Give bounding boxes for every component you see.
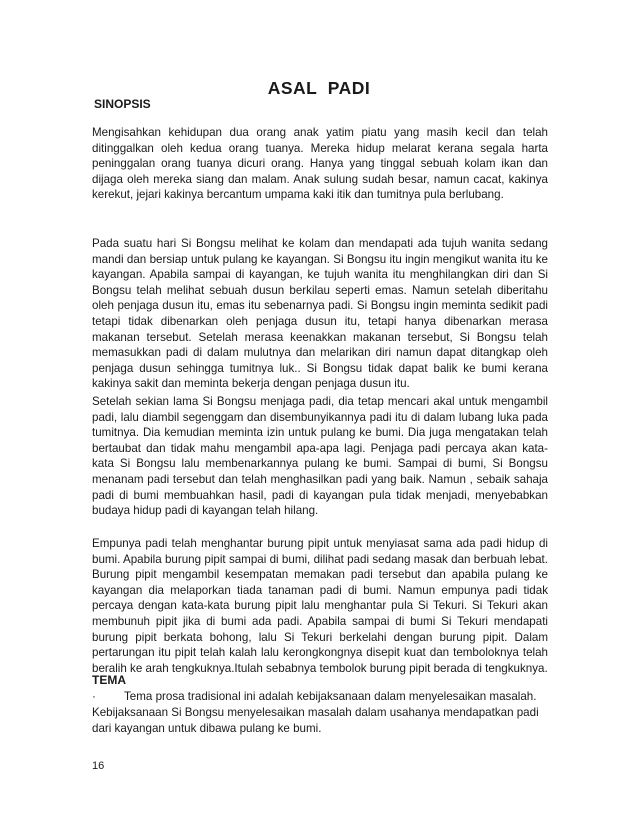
tema-text-1: Tema prosa tradisional ini adalah kebijaksanaan dalam menyelesaikan masalah.: [124, 690, 537, 703]
tema-heading: TEMA: [92, 673, 126, 687]
tema-line-1: [92, 689, 548, 705]
paragraph-1: Mengisahkan kehidupan dua orang anak yatim piatu yang masih kecil dan telah ditinggalkan oleh kedua orang tuanya. Mereka hidup melarat kerana segala harta peninggalan orang tuanya dicuri orang. Hanya yang tinggal sebuah kolam ikan dan dijaga oleh mereka siang dan malam. Anak sulung sudah besar, namun cacat, kakinya kerekut, jejari kakinya bercantum umpama kaki itik dan tumitnya pula berlubang.: [92, 126, 548, 202]
page-number: 16: [92, 760, 105, 772]
paragraph-4: Empunya padi telah menghantar burung pipit untuk menyiasat sama ada padi hidup di bumi. Apabila burung pipit sampai di bumi, dilihat padi sedang masak dan berbuah lebat. Burung pipit mengambil kesempatan memakan padi tersebut dan apabila pulang ke kayangan dia melaporkan tiada tanaman padi di bumi. Namun empunya padi tidak percaya dengan kata-kata burung pipit lalu menghantar pula Si Tekuri. Si Tekuri akan membunuh pipit jika di bumi ada padi. Apabila sampai di bumi Si Tekuri mendapati burung pipit berkata bohong, lalu Si Tekuri berkelahi dengan burung pipit. Dalam pertarungan itu pipit telah kalah lalu kerongkongnya disepit kuat dan temboloknya telah beralih ke arah tengkuknya.Itulah sebabnya tembolok burung pipit berada di tengkuknya.: [92, 537, 548, 675]
page-title: ASAL PADI: [267, 78, 371, 98]
bullet-icon: ·: [92, 690, 96, 703]
paragraph-3: Setelah sekian lama Si Bongsu menjaga padi, dia tetap mencari akal untuk mengambil padi, lalu diambil segenggam dan disembunyikannya padi itu di dalam lubang luka pada tumitnya. Dia kemudian meminta izin untuk pulang ke bumi. Dia juga mengatakan telah bertaubat dan tidak mahu mengambil apa-apa lagi. Penjaga padi percaya akan kata-kata Si Bongsu lalu membenarkannya pulang ke bumi. Sampai di bumi, Si Bongsu menanam padi tersebut dan telah menghasilkan padi yang baik. Namun , sebaik sahaja padi di bumi membuahkan hasil, padi di kayangan pula tidak menjadi, menyebabkan budaya hidup padi di kayangan telah hilang.: [92, 395, 548, 518]
tema-line-3: dari kayangan untuk dibawa pulang ke bumi.: [92, 722, 322, 735]
sinopsis-heading: SINOPSIS: [94, 97, 151, 111]
tema-line-2: Kebijaksanaan Si Bongsu menyelesaikan masalah dalam usahanya mendapatkan padi: [92, 706, 539, 719]
paragraph-2: Pada suatu hari Si Bongsu melihat ke kolam dan mendapati ada tujuh wanita sedang mandi dan bersiap untuk pulang ke kayangan. Si Bongsu itu ingin mengikut wanita itu ke kayangan. Apabila sampai di kayangan, ke tujuh wanita itu menghilangkan diri dan Si Bongsu telah melihat sebuah dusun berkilau seperti emas. Namun setelah diberitahu oleh penjaga dusun itu, emas itu sebenarnya padi. Si Bongsu ingin meminta sedikit padi tetapi tidak dibenarkan oleh penjaga dusun itu, tetapi hanya dibenarkan merasa makanan tersebut. Setelah merasa keenakkan makanan tersebut, Si Bongsu telah memasukkan padi di dalam mulutnya dan melarikan diri namun dapat ditangkap oleh penjaga dusun sehingga tumitnya luk.. Si Bongsu tidak dapat balik ke bumi kerana kakinya sakit dan meminta bekerja dengan penjaga dusun itu.: [92, 237, 548, 391]
